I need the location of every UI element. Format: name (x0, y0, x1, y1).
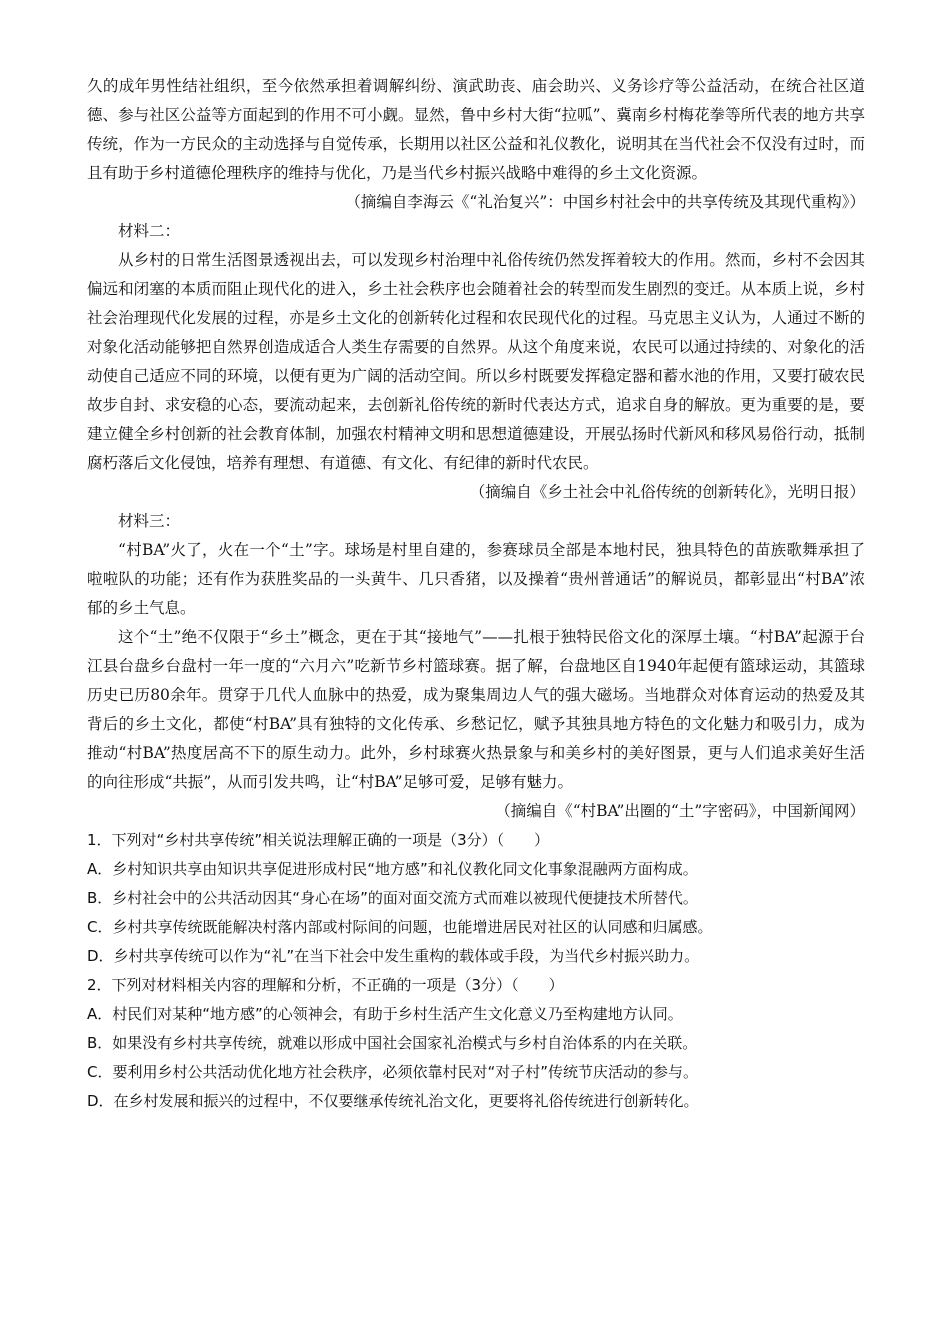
option-c: C．乡村共享传统既能解决村落内部或村际间的问题，也能增进居民对社区的认同感和归属感。 (87, 918, 713, 936)
option-b: B．如果没有乡村共享传统，就难以形成中国社会国家礼治模式与乡村自治体系的内在关联。 (87, 1034, 698, 1052)
question-2 (87, 971, 865, 1116)
option-a: A．乡村知识共享由知识共享促进形成村民“地方感”和礼仪教化同文化事象混融两方面构成。 (87, 860, 698, 878)
material3-source: （摘编自《“村BA”出圈的“土”字密码》，中国新闻网） (495, 802, 865, 820)
material3-heading: 材料三： (118, 512, 181, 530)
exam-page (87, 72, 865, 1116)
option-d: D．乡村共享传统可以作为“礼”在当下社会中发生重构的载体或手段，为当代乡村振兴助力。 (87, 947, 700, 965)
option-d: D．在乡村发展和振兴的过程中，不仅要继承传统礼治文化，更要将礼俗传统进行创新转化。 (87, 1092, 699, 1110)
material2-source: （摘编自《乡土社会中礼俗传统的创新转化》，光明日报） (469, 483, 865, 501)
option-b: B．乡村社会中的公共活动因其“身心在场”的面对面交流方式而难以被现代便捷技术所替代。 (87, 889, 698, 907)
material2-heading: 材料二： (118, 222, 181, 240)
material3-paragraph-1: “村BA”火了，火在一个“土”字。球场是村里自建的，参赛球员全部是本地村民，独具特色的苗族歌舞承担了啦啦队的功能；还有作为获胜奖品的一头黄牛、几只香猪，以及操着“贵州普通话”的解说员，都彰显出“村BA”浓郁的乡土气息。 (87, 541, 865, 617)
question-stem: 2．下列对材料相关内容的理解和分析，不正确的一项是（3分）（ ） (87, 976, 564, 994)
option-a: A．村民们对某种“地方感”的心领神会，有助于乡村生活产生文化意义乃至构建地方认同。 (87, 1005, 683, 1023)
question-1 (87, 826, 865, 971)
option-c: C．要利用乡村公共活动优化地方社会秩序，必须依靠村民对“对子村”传统节庆活动的参与。 (87, 1063, 699, 1081)
question-stem: 1．下列对“乡村共享传统”相关说法理解正确的一项是（3分）（ ） (87, 831, 550, 849)
material2-paragraph: 从乡村的日常生活图景透视出去，可以发现乡村治理中礼俗传统仍然发挥着较大的作用。然而，乡村不会因其偏远和闭塞的本质而阻止现代化的进入，乡土社会秩序也会随着社会的转型而发生剧烈的变迁。从本质上说，乡村社会治理现代化发展的过程，亦是乡土文化的创新转化过程和农民现代化的过程。马克思主义认为，人通过不断的对象化活动能够把自然界创造成适合人类生存需要的自然界。从这个角度来说，农民可以通过持续的、对象化的活动使自己适应不同的环境，以便有更为广阔的活动空间。所以乡村既要发挥稳定器和蓄水池的作用，又要打破农民故步自封、求安稳的心态，要流动起来，去创新礼俗传统的新时代表达方式，追求自身的解放。更为重要的是，要建立健全乡村创新的社会教育体制，加强农村精神文明和思想道德建设，开展弘扬时代新风和移风易俗行动，抵制腐朽落后文化侵蚀，培养有理想、有道德、有文化、有纪律的新时代农民。 (87, 251, 865, 472)
material1-source: （摘编自李海云《“礼治复兴”：中国乡村社会中的共享传统及其现代重构》） (345, 193, 865, 211)
material3-paragraph-2: 这个“土”绝不仅限于“乡土”概念，更在于其“接地气”——扎根于独特民俗文化的深厚土壤。“村BA”起源于台江县台盘乡台盘村一年一度的“六月六”吃新节乡村篮球赛。据了解，台盘地区自1940年起便有篮球运动，其篮球历史已历80余年。贯穿于几代人血脉中的热爱，成为聚集周边人气的强大磁场。当地群众对体育运动的热爱及其背后的乡土文化，都使“村BA”具有独特的文化传承、乡愁记忆，赋予其独具地方特色的文化魅力和吸引力，成为推动“村BA”热度居高不下的原生动力。此外，乡村球赛火热景象与和美乡村的美好图景，更与人们追求美好生活的向往形成“共振”，从而引发共鸣，让“村BA”足够可爱，足够有魅力。 (87, 628, 865, 791)
material1-paragraph: 久的成年男性结社组织，至今依然承担着调解纠纷、演武助丧、庙会助兴、义务诊疗等公益活动，在统合社区道德、参与社区公益等方面起到的作用不可小觑。显然，鲁中乡村大街“拉呱”、冀南乡村梅花拳等所代表的地方共享传统，作为一方民众的主动选择与自觉传承，长期用以社区公益和礼仪教化，说明其在当代社会不仅没有过时，而且有助于乡村道德伦理秩序的维持与优化，乃是当代乡村振兴战略中难得的乡土文化资源。 (87, 77, 865, 182)
